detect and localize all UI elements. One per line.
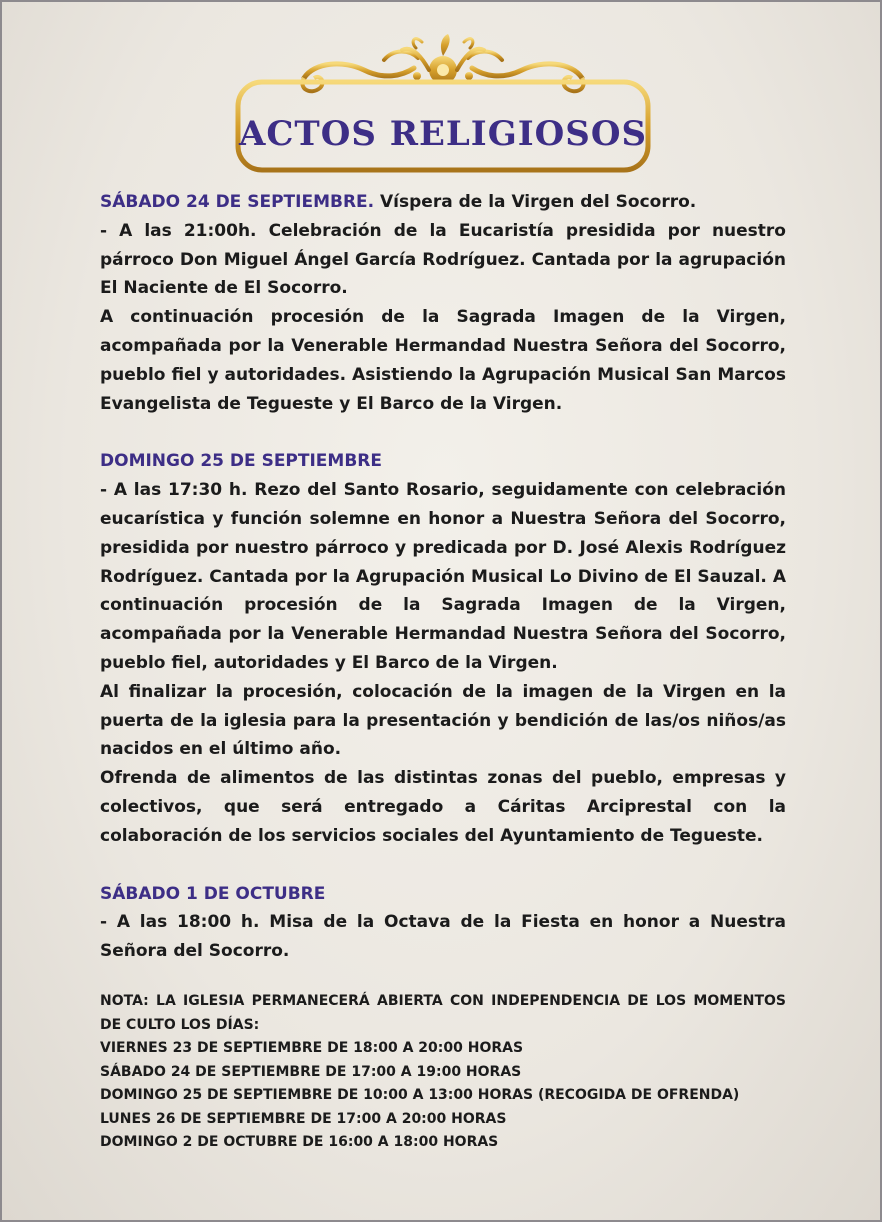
- note-line: VIERNES 23 DE SEPTIEMBRE DE 18:00 A 20:00 HORAS: [100, 1040, 524, 1056]
- event-schedule: [100, 188, 786, 995]
- section-sabado-1-octubre: [100, 880, 786, 966]
- section-heading: SÁBADO 24 DE SEPTIEMBRE.: [100, 192, 375, 212]
- section-heading: DOMINGO 25 DE SEPTIEMBRE: [100, 451, 383, 472]
- section-domingo-25: [100, 447, 786, 850]
- section-heading: SÁBADO 1 DE OCTUBRE: [100, 883, 326, 904]
- note-line: SÁBADO 24 DE SEPTIEMBRE DE 17:00 A 19:00 HORAS: [100, 1063, 522, 1080]
- opening-hours-note: [100, 990, 786, 1155]
- paragraph: - A las 18:00 h. Misa de la Octava de la Fiesta en honor a Nuestra Señora del Socorro.: [100, 912, 786, 962]
- title-banner: [234, 32, 652, 174]
- page-title: ACTOS RELIGIOSOS: [238, 114, 647, 154]
- paragraph: - A las 17:30 h. Rezo del Santo Rosario, seguidamente con celebración eucarística y función solemne en honor a Nuestra Señora del Socorro, presidida por nuestro párroco y predicada por D. José Alexis Rodríguez Rodríguez. Cantada por la Agrupación Musical Lo Divino de El Sauzal. A continuación procesión de la Sagrada Imagen de la Virgen, acompañada por la Venerable Hermandad Nuestra Señora del Socorro, pueblo fiel, autoridades y El Barco de la Virgen.: [100, 480, 786, 673]
- section-sabado-24: [100, 188, 786, 418]
- note-line: NOTA: LA IGLESIA PERMANECERÁ ABIERTA CON INDEPENDENCIA DE LOS MOMENTOS DE CULTO LOS DÍAS:: [100, 993, 786, 1033]
- paragraph: Al finalizar la procesión, colocación de la imagen de la Virgen en la puerta de la iglesia para la presentación y bendición de las/os niños/as nacidos en el último año.: [100, 681, 786, 760]
- paragraph: Ofrenda de alimentos de las distintas zonas del pueblo, empresas y colectivos, que será entregado a Cáritas Arciprestal con la colaboración de los servicios sociales del Ayuntamiento de Tegueste.: [100, 768, 786, 846]
- paragraph: A continuación procesión de la Sagrada Imagen de la Virgen, acompañada por la Venerable Hermandad Nuestra Señora del Socorro, pueblo fiel y autoridades. Asistiendo la Agrupación Musical San Marcos Evangelista de Tegueste y El Barco de la Virgen.: [100, 307, 786, 414]
- note-line: DOMINGO 25 DE SEPTIEMBRE DE 10:00 A 13:00 HORAS (RECOGIDA DE OFRENDA): [100, 1087, 740, 1103]
- note-line: LUNES 26 DE SEPTIEMBRE DE 17:00 A 20:00 HORAS: [100, 1110, 507, 1127]
- section-heading-suffix: Víspera de la Virgen del Socorro.: [374, 192, 697, 212]
- note-line: DOMINGO 2 DE OCTUBRE DE 16:00 A 18:00 HORAS: [100, 1134, 499, 1150]
- paragraph: - A las 21:00h. Celebración de la Eucaristía presidida por nuestro párroco Don Miguel Ángel García Rodríguez. Cantada por la agrupación El Naciente de El Socorro.: [100, 220, 786, 299]
